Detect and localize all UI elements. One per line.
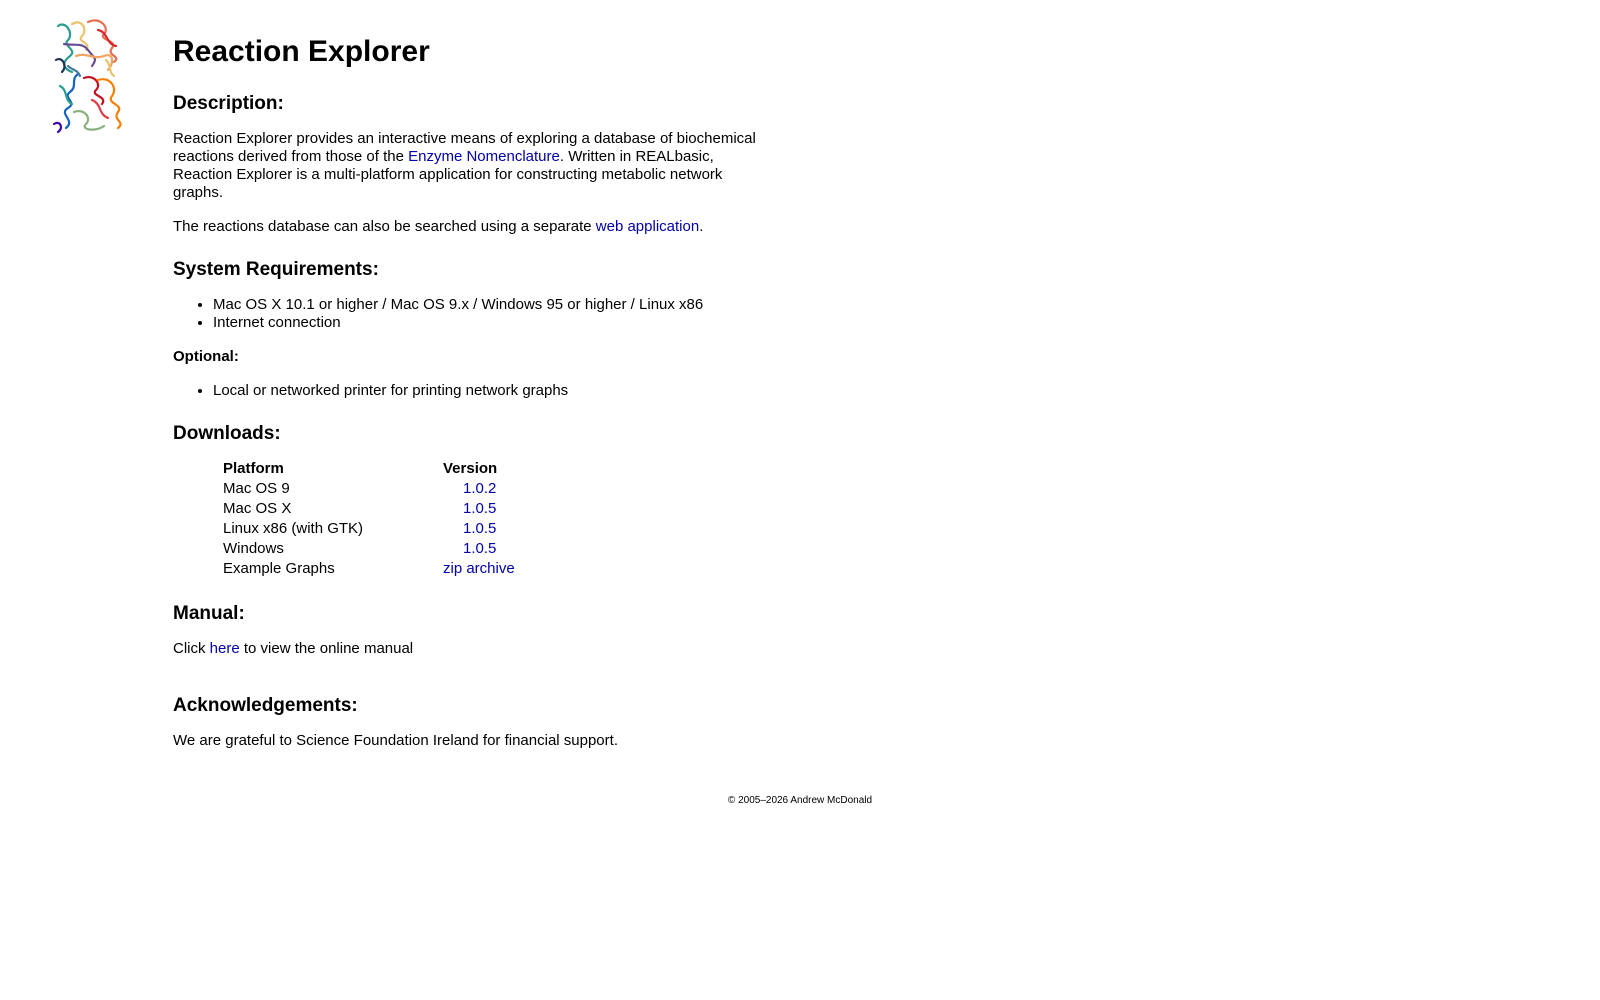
description-text-2: . Written in REALbasic, Reaction Explorer is a multi-platform application for constructing metabolic network graphs. (173, 148, 723, 201)
protein-structure-icon (48, 16, 130, 136)
manual-link[interactable]: here (209, 640, 240, 657)
column-header-platform: Platform (223, 460, 284, 477)
download-link-linux[interactable]: 1.0.5 (463, 520, 497, 537)
column-header-version: Version (443, 460, 498, 477)
downloads-table (223, 460, 515, 580)
platform-cell: Mac OS 9 (223, 480, 290, 497)
download-link-mac-os-x[interactable]: 1.0.5 (463, 500, 497, 517)
main-content (173, 30, 763, 766)
description-heading: Description: (173, 93, 284, 114)
web-app-paragraph (173, 218, 763, 236)
web-application-link[interactable]: web application (595, 218, 700, 235)
platform-cell: Mac OS X (223, 500, 292, 517)
version-cell (443, 520, 515, 540)
system-requirements-heading: System Requirements: (173, 259, 379, 280)
requirements-list (173, 296, 763, 332)
web-app-text-2: . (699, 218, 704, 235)
version-cell (443, 500, 515, 520)
version-cell (443, 480, 515, 500)
table-row (223, 500, 515, 520)
acknowledgements-text: We are grateful to Science Foundation Ireland for financial support. (173, 732, 618, 749)
web-app-text-1: The reactions database can also be searched using a separate (173, 218, 596, 235)
optional-list (173, 382, 763, 400)
table-row (223, 480, 515, 500)
platform-cell: Linux x86 (with GTK) (223, 520, 364, 537)
acknowledgements-heading: Acknowledgements: (173, 695, 358, 716)
version-cell (443, 540, 515, 560)
list-item: • Internet connection (213, 314, 763, 332)
download-link-windows[interactable]: 1.0.5 (463, 540, 497, 557)
version-cell (443, 560, 515, 580)
list-item: • Mac OS X 10.1 or higher / Mac OS 9.x / Windows 95 or higher / Linux x86 (213, 296, 763, 314)
downloads-heading: Downloads: (173, 423, 281, 444)
table-row (223, 560, 515, 580)
table-row (223, 520, 515, 540)
manual-text-1: Click (173, 640, 210, 657)
footer-copyright: © 2005–2026 Andrew McDonald (727, 795, 873, 806)
download-link-example-graphs[interactable]: zip archive (443, 560, 515, 577)
manual-paragraph (173, 640, 763, 658)
description-text-1: Reaction Explorer provides an interactive means of exploring a database of biochemical reactions derived from those of the (173, 130, 756, 165)
table-row (223, 540, 515, 560)
download-link-mac-os-9[interactable]: 1.0.2 (463, 480, 497, 497)
table-header-row (223, 460, 515, 480)
description-paragraph (173, 130, 763, 202)
page-title: Reaction Explorer (173, 35, 430, 68)
optional-label: Optional: (173, 348, 239, 365)
manual-heading: Manual: (173, 603, 245, 624)
platform-cell: Windows (223, 540, 284, 557)
enzyme-nomenclature-link[interactable]: Enzyme Nomenclature (408, 148, 560, 165)
platform-cell: Example Graphs (223, 560, 335, 577)
manual-text-2: to view the online manual (239, 640, 414, 657)
list-item: • Local or networked printer for printing network graphs (213, 382, 763, 400)
